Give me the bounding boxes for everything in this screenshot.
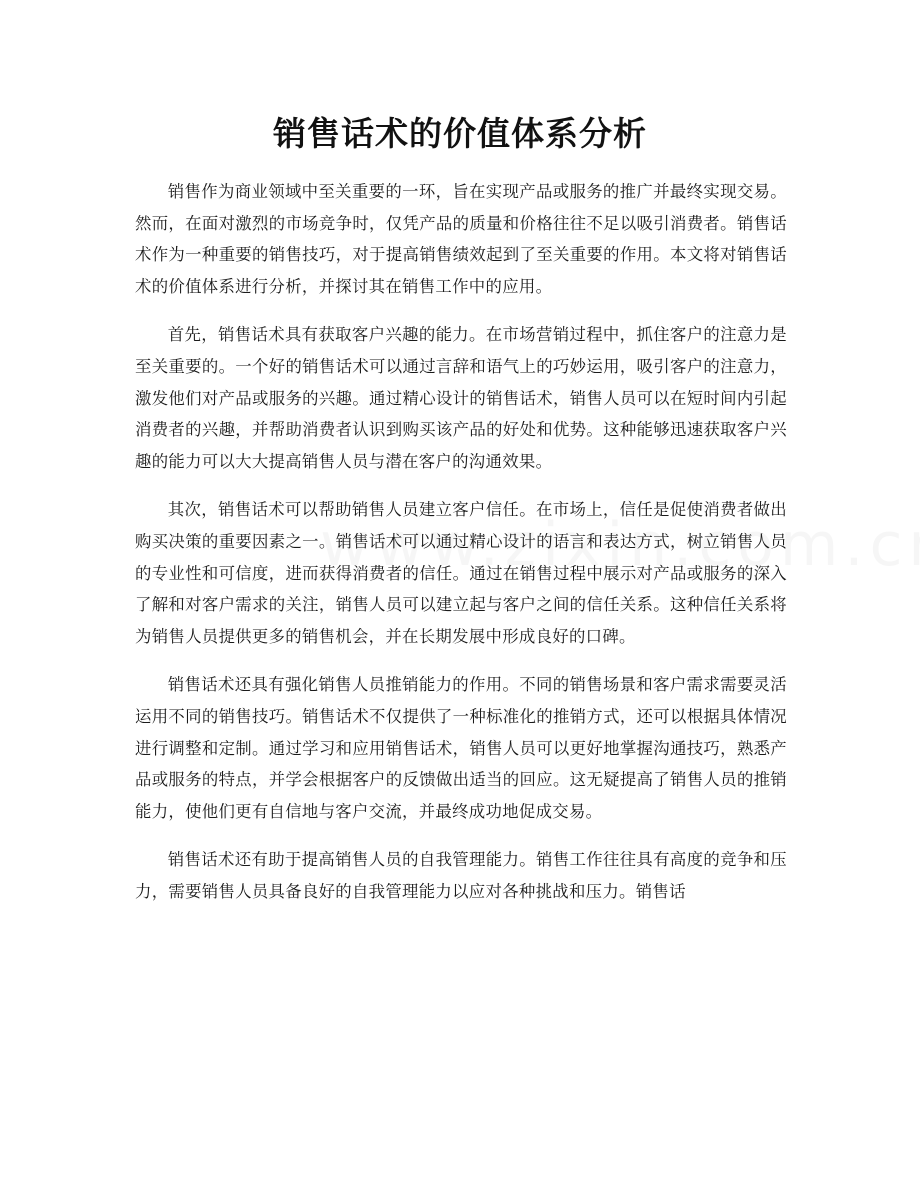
document-body: [135, 176, 787, 924]
paragraph-customer-trust: 其次，销售话术可以帮助销售人员建立客户信任。在市场上，信任是促使消费者做出购买决策的重要因素之一。销售话术可以通过精心设计的语言和表达方式，树立销售人员的专业性和可信度，进而获得消费者的信任。通过在销售过程中展示对产品或服务的深入了解和对客户需求的关注，销售人员可以建立起与客户之间的信任关系。这种信任关系将为销售人员提供更多的销售机会，并在长期发展中形成良好的口碑。: [135, 500, 787, 646]
paragraph-customer-interest: 首先，销售话术具有获取客户兴趣的能力。在市场营销过程中，抓住客户的注意力是至关重要的。一个好的销售话术可以通过言辞和语气上的巧妙运用，吸引客户的注意力，激发他们对产品或服务的兴趣。通过精心设计的销售话术，销售人员可以在短时间内引起消费者的兴趣，并帮助消费者认识到购买该产品的好处和优势。这种能够迅速获取客户兴趣的能力可以大大提高销售人员与潜在客户的沟通效果。: [135, 325, 787, 471]
paragraph-self-management: 销售话术还有助于提高销售人员的自我管理能力。销售工作往往具有高度的竞争和压力，需要销售人员具备良好的自我管理能力以应对各种挑战和压力。销售话: [135, 850, 787, 901]
document-title: 销售话术的价值体系分析: [273, 114, 647, 153]
paragraph-sales-ability: 销售话术还具有强化销售人员推销能力的作用。不同的销售场景和客户需求需要灵活运用不同的销售技巧。销售话术不仅提供了一种标准化的推销方式，还可以根据具体情况进行调整和定制。通过学习和应用销售话术，销售人员可以更好地掌握沟通技巧，熟悉产品或服务的特点，并学会根据客户的反馈做出适当的回应。这无疑提高了销售人员的推销能力，使他们更有自信地与客户交流，并最终成功地促成交易。: [135, 675, 787, 821]
paragraph-intro: 销售作为商业领域中至关重要的一环，旨在实现产品或服务的推广并最终实现交易。然而，在面对激烈的市场竞争时，仅凭产品的质量和价格往往不足以吸引消费者。销售话术作为一种重要的销售技巧，对于提高销售绩效起到了至关重要的作用。本文将对销售话术的价值体系进行分析，并探讨其在销售工作中的应用。: [135, 182, 787, 296]
